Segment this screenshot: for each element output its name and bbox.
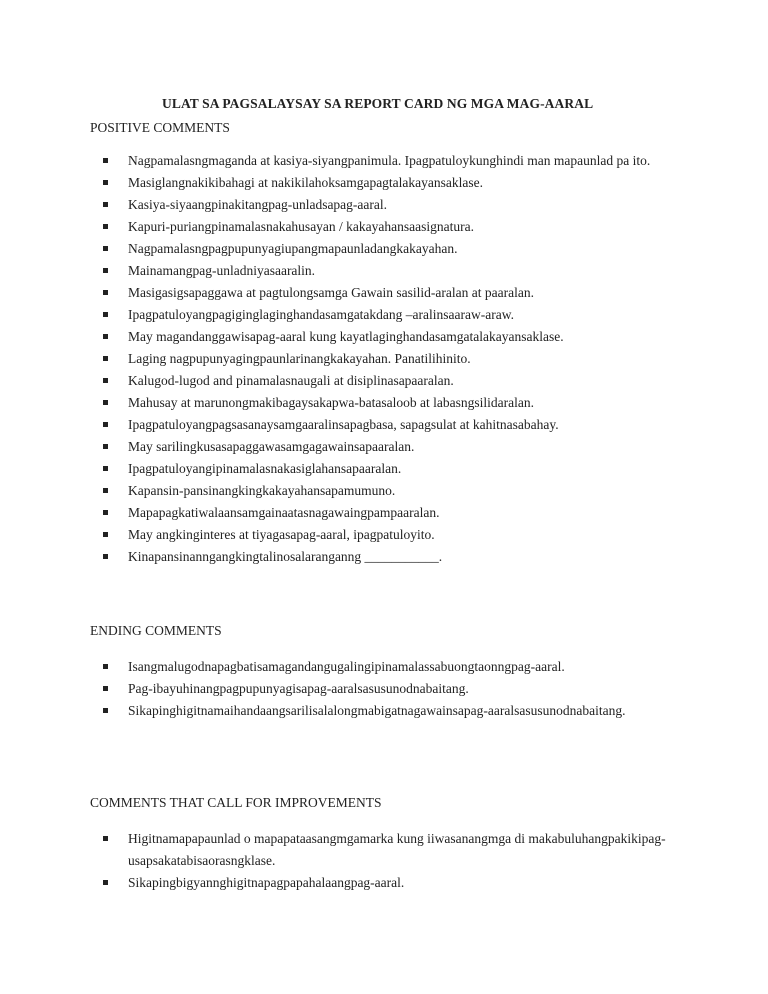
list-item: Masiglangnakikibahagi at nakikilahoksamgapagtalakayansaklase. (90, 172, 690, 194)
list-item: Isangmalugodnapagbatisamagandangugalingipinamalassabuongtaonngpag-aaral. (90, 656, 690, 678)
bullet-icon (103, 180, 108, 185)
list-item: Laging nagpupunyagingpaunlarinangkakayahan. Panatilihinito. (90, 348, 690, 370)
list-item: Higitnamapapaunlad o mapapataasangmgamarka kung iiwasanangmga di makabuluhangpakikipag-usapsakatabisaorasngklase. (90, 828, 690, 872)
bullet-icon (103, 202, 108, 207)
list-item: Kapuri-puriangpinamalasnakahusayan / kakayahansaasignatura. (90, 216, 690, 238)
bullet-icon (103, 880, 108, 885)
improvement-comments-heading: COMMENTS THAT CALL FOR IMPROVEMENTS (90, 795, 382, 810)
list-item: Mainamangpag-unladniyasaaralin. (90, 260, 690, 282)
bullet-icon (103, 378, 108, 383)
list-item: Kasiya-siyaangpinakitangpag-unladsapag-aaral. (90, 194, 690, 216)
ending-comments-heading: ENDING COMMENTS (90, 623, 222, 638)
bullet-icon (103, 224, 108, 229)
bullet-icon (103, 510, 108, 515)
list-item: Nagpamalasngmaganda at kasiya-siyangpanimula. Ipagpatuloykunghindi man mapaunlad pa ito. (90, 150, 690, 172)
list-item: Sikapingbigyannghigitnapagpapahalaangpag-aaral. (90, 872, 690, 894)
positive-comments-heading: POSITIVE COMMENTS (90, 120, 230, 135)
bullet-icon (103, 532, 108, 537)
bullet-icon (103, 664, 108, 669)
improvement-comments-list (90, 828, 690, 894)
list-item: Kinapansinanngangkingtalinosalaranganng ___________. (90, 546, 690, 568)
list-item: May magandanggawisapag-aaral kung kayatlaginghandasamgatalakayansaklase. (90, 326, 690, 348)
bullet-icon (103, 400, 108, 405)
bullet-icon (103, 554, 108, 559)
list-item: May sarilingkusasapaggawasamgagawainsapaaralan. (90, 436, 690, 458)
bullet-icon (103, 312, 108, 317)
list-item: Ipagpatuloyangpagiginglaginghandasamgatakdang –aralinsaaraw-araw. (90, 304, 690, 326)
list-item: May angkinginteres at tiyagasapag-aaral, ipagpatuloyito. (90, 524, 690, 546)
list-item: Ipagpatuloyangpagsasanaysamgaaralinsapagbasa, sapagsulat at kahitnasabahay. (90, 414, 690, 436)
bullet-icon (103, 158, 108, 163)
list-item: Masigasigsapaggawa at pagtulongsamga Gawain sasilid-aralan at paaralan. (90, 282, 690, 304)
bullet-icon (103, 836, 108, 841)
bullet-icon (103, 356, 108, 361)
bullet-icon (103, 466, 108, 471)
list-item: Nagpamalasngpagpupunyagiupangmapaunladangkakayahan. (90, 238, 690, 260)
document-title: ULAT SA PAGSALAYSAY SA REPORT CARD NG MGA MAG-AARAL (162, 96, 594, 111)
bullet-icon (103, 444, 108, 449)
list-item: Pag-ibayuhinangpagpupunyagisapag-aaralsasusunodnabaitang. (90, 678, 690, 700)
list-item: Kalugod-lugod and pinamalasnaugali at disiplinasapaaralan. (90, 370, 690, 392)
positive-comments-list (90, 150, 690, 568)
bullet-icon (103, 290, 108, 295)
bullet-icon (103, 686, 108, 691)
list-item: Sikapinghigitnamaihandaangsarilisalalongmabigatnagawainsapag-aaralsasusunodnabaitang. (90, 700, 690, 722)
bullet-icon (103, 246, 108, 251)
list-item: Kapansin-pansinangkingkakayahansapamumuno. (90, 480, 690, 502)
bullet-icon (103, 708, 108, 713)
list-item: Mahusay at marunongmakibagaysakapwa-batasaloob at labasngsilidaralan. (90, 392, 690, 414)
bullet-icon (103, 268, 108, 273)
list-item: Mapapagkatiwalaansamgainaatasnagawaingpampaaralan. (90, 502, 690, 524)
bullet-icon (103, 334, 108, 339)
bullet-icon (103, 488, 108, 493)
bullet-icon (103, 422, 108, 427)
ending-comments-list (90, 656, 690, 722)
list-item: Ipagpatuloyangipinamalasnakasiglahansapaaralan. (90, 458, 690, 480)
